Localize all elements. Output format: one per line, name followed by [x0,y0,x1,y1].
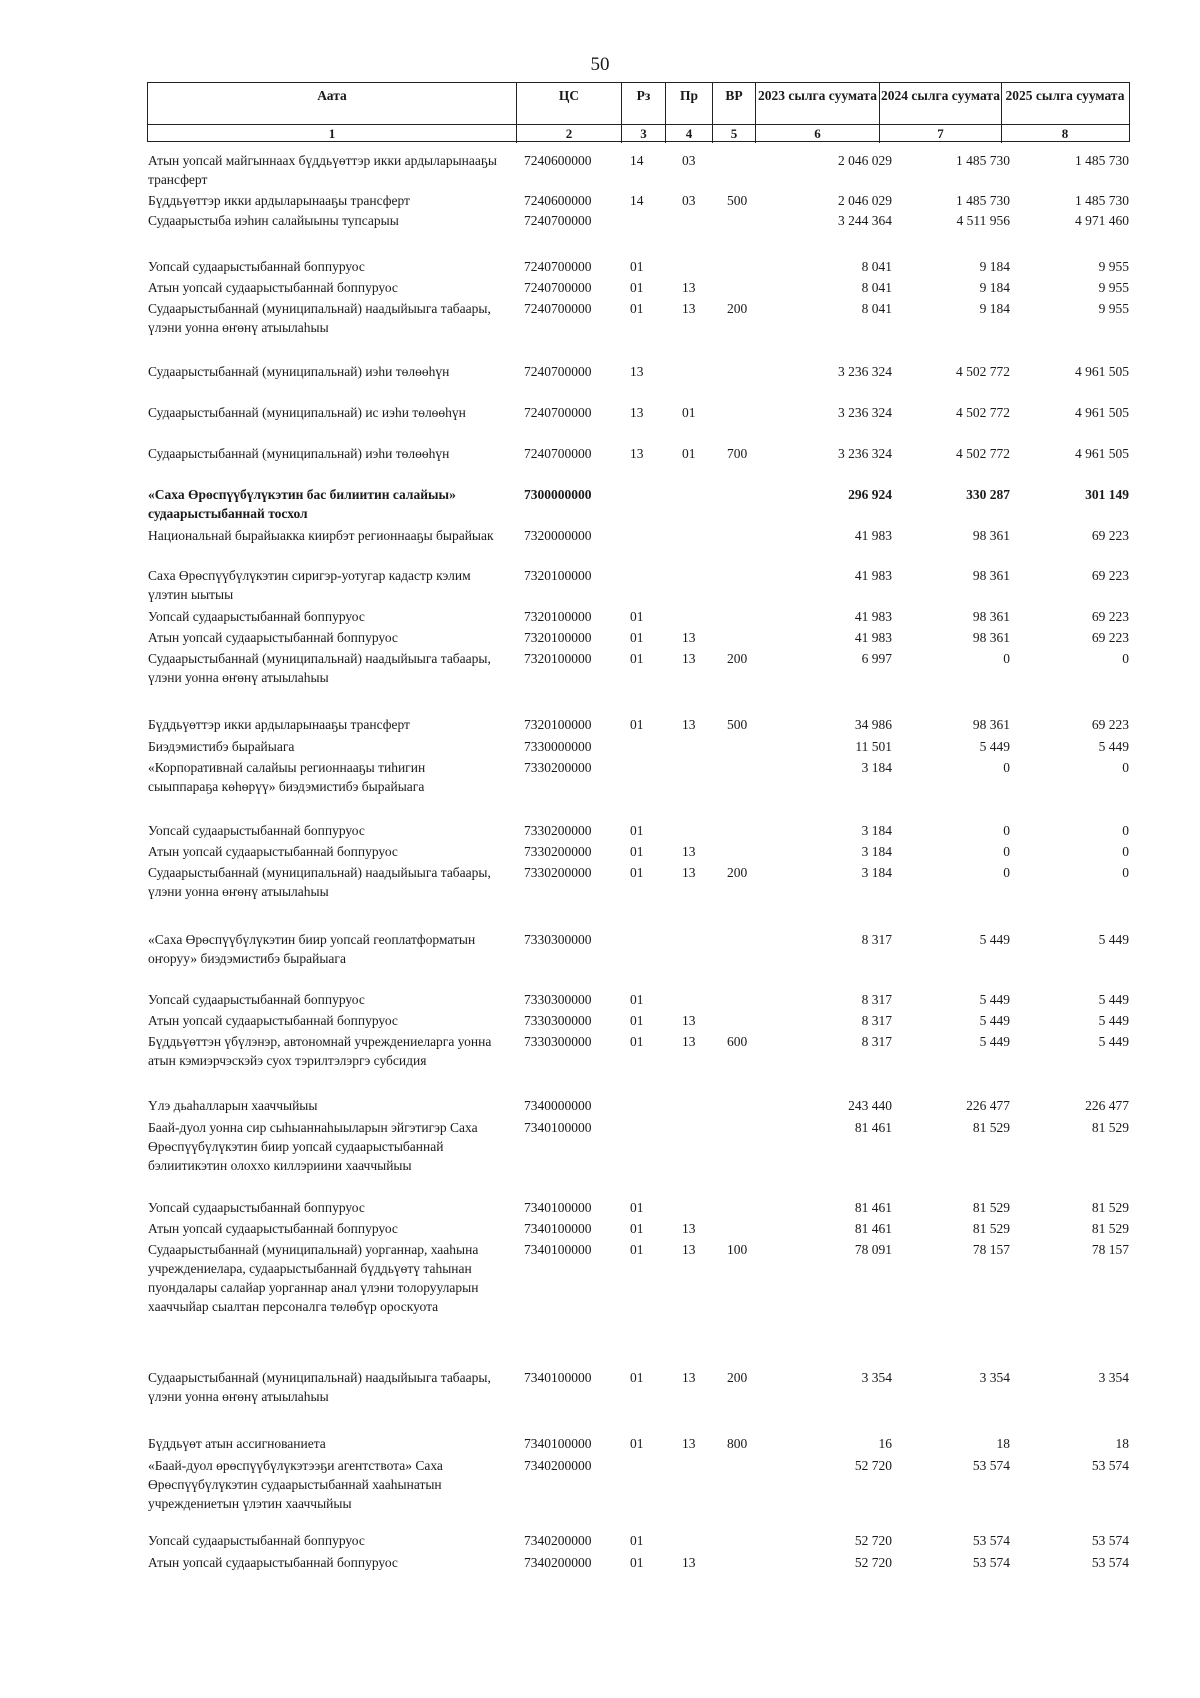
row-sum-2025: 78 157 [1091,1242,1129,1257]
row-pr: 13 [682,1555,696,1570]
row-sum-2023: 41 983 [854,609,892,624]
row-sum-2023: 81 461 [854,1200,892,1215]
row-cs-code: 7340200000 [524,1533,592,1548]
row-pr: 13 [682,1242,696,1257]
row-sum-2025: 1 485 730 [1075,153,1129,168]
row-sum-2025: 226 477 [1085,1098,1129,1113]
row-sum-2024: 98 361 [972,528,1010,543]
row-cs-code: 7330200000 [524,844,592,859]
row-vr: 500 [727,193,748,208]
row-sum-2025: 0 [1122,865,1129,880]
row-sum-2024: 78 157 [972,1242,1010,1257]
row-rz: 01 [630,1221,644,1236]
row-cs-code: 7240700000 [524,259,592,274]
table-header [147,82,1130,142]
row-cs-code: 7340100000 [524,1200,592,1215]
row-name: Судаарыстыбаннай (муниципальнай) наадыйыыга табаары, үлэни уонна өҥөнү атыылаһыы [148,301,491,335]
row-sum-2025: 1 485 730 [1075,193,1129,208]
row-sum-2024: 4 511 956 [956,213,1010,228]
row-pr: 13 [682,1013,696,1028]
row-sum-2024: 4 502 772 [956,446,1010,461]
row-sum-2024: 98 361 [972,630,1010,645]
row-cs-code: 7320100000 [524,568,592,583]
row-name: Уопсай судаарыстыбаннай боппуруос [148,1533,365,1548]
row-sum-2024: 81 529 [972,1221,1010,1236]
row-sum-2024: 3 354 [979,1370,1010,1385]
row-name: Судаарыстыбаннай (муниципальнай) наадыйыыга табаары, үлэни уонна өҥөнү атыылаһыы [148,1370,491,1404]
row-rz: 01 [630,1200,644,1215]
row-sum-2023: 8 041 [861,301,892,316]
row-cs-code: 7320100000 [524,609,592,624]
row-sum-2024: 98 361 [972,717,1010,732]
row-cs-code: 7340200000 [524,1555,592,1570]
row-sum-2023: 52 720 [854,1533,892,1548]
row-sum-2024: 9 184 [979,301,1010,316]
row-sum-2025: 81 529 [1091,1120,1129,1135]
row-sum-2023: 3 184 [861,760,892,775]
row-sum-2024: 53 574 [972,1458,1010,1473]
row-cs-code: 7330200000 [524,823,592,838]
row-sum-2025: 69 223 [1091,568,1129,583]
row-name: Атын уопсай судаарыстыбаннай боппуруос [148,280,398,295]
row-sum-2024: 5 449 [979,1034,1010,1049]
row-sum-2025: 4 961 505 [1075,405,1129,420]
row-rz: 01 [630,1533,644,1548]
row-cs-code: 7330300000 [524,932,592,947]
row-rz: 01 [630,823,644,838]
row-sum-2023: 8 041 [861,280,892,295]
row-sum-2023: 41 983 [854,630,892,645]
row-cs-code: 7340100000 [524,1242,592,1257]
row-rz: 01 [630,844,644,859]
row-name: Бүддьүөттэн үбүлэнэр, автономнай учреждениеларга уонна атын кэмиэрчэскэйэ суох тэрилтэлэргэ субсидия [148,1034,492,1068]
row-sum-2025: 69 223 [1091,717,1129,732]
row-sum-2023: 3 354 [861,1370,892,1385]
row-cs-code: 7330300000 [524,1034,592,1049]
row-sum-2025: 5 449 [1098,992,1129,1007]
row-name: «Саха Өрөспүүбүлүкэтин бас билиитин салайыы» судаарыстыбаннай тосхол [148,487,456,521]
row-rz: 01 [630,1013,644,1028]
row-rz: 01 [630,1555,644,1570]
row-sum-2025: 53 574 [1091,1458,1129,1473]
row-cs-code: 7240700000 [524,405,592,420]
row-name: Бүддьүөт атын ассигнованиета [148,1436,326,1451]
row-rz: 01 [630,280,644,295]
row-sum-2024: 5 449 [979,932,1010,947]
header-col-rz: Рз [621,83,665,141]
row-rz: 01 [630,651,644,666]
page-number: 50 [590,54,610,75]
row-name: Судаарыстыбаннай (муниципальнай) иэһи төлөөһүн [148,446,450,461]
row-rz: 01 [630,301,644,316]
row-name: Баай-дуол уонна сир сыһыаннаһыыларын эйгэтигэр Саха Өрөспүүбүлүкэтин биир уопсай судаарыстыбаннай бэлиитикэтин олоххо киллэриини хааччыйыы [148,1120,478,1173]
row-sum-2023: 3 184 [861,865,892,880]
row-sum-2025: 9 955 [1098,280,1129,295]
row-sum-2025: 5 449 [1098,932,1129,947]
row-sum-2024: 1 485 730 [956,193,1010,208]
row-cs-code: 7330300000 [524,992,592,1007]
row-pr: 03 [682,153,696,168]
row-rz: 01 [630,259,644,274]
row-name: Атын уопсай судаарыстыбаннай боппуруос [148,844,398,859]
row-sum-2024: 5 449 [979,739,1010,754]
row-sum-2024: 4 502 772 [956,405,1010,420]
row-pr: 13 [682,1034,696,1049]
row-rz: 01 [630,992,644,1007]
row-sum-2023: 6 997 [861,651,892,666]
row-cs-code: 7330000000 [524,739,592,754]
row-cs-code: 7330200000 [524,865,592,880]
row-sum-2024: 53 574 [972,1555,1010,1570]
row-sum-2024: 4 502 772 [956,364,1010,379]
row-name: «Корпоративнай салайыы регионнааҕы тиһигин сыыппараҕа көһөрүү» биэдэмистибэ бырайыага [148,760,426,794]
row-name: Судаарыстыбаннай (муниципальнай) ис иэһи төлөөһүн [148,405,466,420]
row-sum-2025: 4 961 505 [1075,364,1129,379]
row-name: Саха Өрөспүүбүлүкэтин сиригэр-уотугар кадастр кэлим үлэтин ыытыы [148,568,471,602]
row-cs-code: 7340200000 [524,1458,592,1473]
row-sum-2025: 4 961 505 [1075,446,1129,461]
row-name: Национальнай бырайыакка киирбэт регионнааҕы бырайыак [148,528,494,543]
row-rz: 01 [630,1436,644,1451]
row-name: Уопсай судаарыстыбаннай боппуруос [148,823,365,838]
row-vr: 500 [727,717,748,732]
row-sum-2023: 3 236 324 [838,405,892,420]
row-cs-code: 7240600000 [524,193,592,208]
row-sum-2024: 98 361 [972,568,1010,583]
row-sum-2025: 5 449 [1098,1034,1129,1049]
row-cs-code: 7330300000 [524,1013,592,1028]
row-cs-code: 7240700000 [524,446,592,461]
row-sum-2024: 0 [1003,844,1010,859]
row-sum-2024: 53 574 [972,1533,1010,1548]
row-name: Бүддьүөттэр икки ардыларынааҕы трансферт [148,717,410,732]
row-sum-2023: 8 041 [861,259,892,274]
header-num: 3 [621,125,665,143]
header-col-pr: Пр [665,83,712,141]
row-rz: 01 [630,1242,644,1257]
row-sum-2024: 9 184 [979,259,1010,274]
row-sum-2024: 81 529 [972,1200,1010,1215]
row-sum-2023: 3 244 364 [838,213,892,228]
row-sum-2025: 53 574 [1091,1555,1129,1570]
row-cs-code: 7240700000 [524,280,592,295]
header-num: 4 [665,125,712,143]
row-name: Уопсай судаарыстыбаннай боппуруос [148,992,365,1007]
row-cs-code: 7300000000 [524,487,592,502]
row-sum-2023: 41 983 [854,528,892,543]
row-sum-2024: 18 [996,1436,1010,1451]
row-name: Уопсай судаарыстыбаннай боппуруос [148,259,365,274]
row-cs-code: 7240700000 [524,301,592,316]
row-cs-code: 7340100000 [524,1436,592,1451]
row-rz: 14 [630,153,644,168]
row-rz: 14 [630,193,644,208]
row-cs-code: 7340100000 [524,1221,592,1236]
row-pr: 13 [682,630,696,645]
row-sum-2024: 0 [1003,823,1010,838]
row-name: Үлэ дьаһалларын хааччыйыы [148,1098,318,1113]
row-pr: 13 [682,1436,696,1451]
row-sum-2023: 11 501 [855,739,892,754]
row-cs-code: 7320100000 [524,630,592,645]
row-name: Судаарыстыбаннай (муниципальнай) наадыйыыга табаары, үлэни уонна өҥөнү атыылаһыы [148,651,491,685]
row-sum-2025: 0 [1122,760,1129,775]
row-sum-2025: 9 955 [1098,301,1129,316]
row-sum-2023: 2 046 029 [838,153,892,168]
row-cs-code: 7340100000 [524,1120,592,1135]
row-sum-2025: 69 223 [1091,528,1129,543]
row-sum-2025: 3 354 [1098,1370,1129,1385]
row-sum-2023: 52 720 [854,1555,892,1570]
row-rz: 13 [630,405,644,420]
row-sum-2025: 0 [1122,651,1129,666]
row-sum-2023: 8 317 [861,992,892,1007]
row-name: «Саха Өрөспүүбүлүкэтин биир уопсай геоплатформатын оҥоруу» биэдэмистибэ бырайыага [148,932,476,966]
row-name: Уопсай судаарыстыбаннай боппуруос [148,609,365,624]
row-sum-2024: 226 477 [966,1098,1010,1113]
row-name: Биэдэмистибэ бырайыага [148,739,295,754]
header-num: 5 [712,125,755,143]
header-col-2023: 2023 сылга суумата [755,83,879,141]
row-cs-code: 7240700000 [524,364,592,379]
row-sum-2025: 69 223 [1091,609,1129,624]
row-name: Судаарыстыба иэһин салайыыны тупсарыы [148,213,399,228]
header-num: 1 [328,126,336,141]
row-sum-2024: 5 449 [979,1013,1010,1028]
header-num: 2 [516,125,621,143]
row-vr: 200 [727,1370,748,1385]
header-col-aata: Аата [317,88,347,103]
row-sum-2023: 3 184 [861,823,892,838]
row-sum-2023: 3 236 324 [838,446,892,461]
row-sum-2024: 0 [1003,760,1010,775]
row-sum-2023: 41 983 [854,568,892,583]
row-rz: 13 [630,446,644,461]
row-rz: 01 [630,865,644,880]
row-sum-2023: 8 317 [861,932,892,947]
row-sum-2025: 301 149 [1085,487,1129,502]
header-num: 6 [755,125,879,143]
row-vr: 200 [727,651,748,666]
row-name: Атын уопсай майгыннаах бүддьүөттэр икки ардыларынааҕы трансферт [148,153,497,187]
row-sum-2023: 34 986 [854,717,892,732]
row-sum-2024: 81 529 [972,1120,1010,1135]
row-sum-2025: 9 955 [1098,259,1129,274]
row-rz: 13 [630,364,644,379]
row-sum-2025: 18 [1115,1436,1129,1451]
row-name: Атын уопсай судаарыстыбаннай боппуруос [148,1555,398,1570]
row-cs-code: 7340000000 [524,1098,592,1113]
header-number-row [148,124,1129,143]
row-pr: 01 [682,446,696,461]
row-cs-code: 7320000000 [524,528,592,543]
row-sum-2025: 5 449 [1098,739,1129,754]
row-vr: 600 [727,1034,748,1049]
row-sum-2024: 0 [1003,651,1010,666]
row-sum-2025: 69 223 [1091,630,1129,645]
row-name: Уопсай судаарыстыбаннай боппуруос [148,1200,365,1215]
row-name: Судаарыстыбаннай (муниципальнай) уорганнар, хааһына учреждениелара, судаарыстыбаннай бүддьүөтү таһынан пуондалары салайар уорганнар анал үлэни толорууларын хааччыйар сыалтан персоналга төлөбүр ороскуота [148,1242,479,1314]
row-cs-code: 7240600000 [524,153,592,168]
row-pr: 03 [682,193,696,208]
row-sum-2023: 78 091 [854,1242,892,1257]
row-vr: 800 [727,1436,748,1451]
header-num: 7 [879,125,1001,143]
row-cs-code: 7330200000 [524,760,592,775]
row-sum-2024: 5 449 [979,992,1010,1007]
row-name: Бүддьүөттэр икки ардыларынааҕы трансферт [148,193,410,208]
row-sum-2023: 16 [878,1436,892,1451]
row-sum-2023: 2 046 029 [838,193,892,208]
row-sum-2023: 52 720 [854,1458,892,1473]
row-rz: 01 [630,717,644,732]
row-cs-code: 7320100000 [524,651,592,666]
row-name: Судаарыстыбаннай (муниципальнай) наадыйыыга табаары, үлэни уонна өҥөнү атыылаһыы [148,865,491,899]
row-name: Атын уопсай судаарыстыбаннай боппуруос [148,630,398,645]
row-sum-2023: 3 236 324 [838,364,892,379]
row-vr: 200 [727,865,748,880]
row-sum-2023: 243 440 [848,1098,892,1113]
row-cs-code: 7340100000 [524,1370,592,1385]
row-name: Атын уопсай судаарыстыбаннай боппуруос [148,1221,398,1236]
row-sum-2024: 1 485 730 [956,153,1010,168]
row-pr: 13 [682,844,696,859]
header-col-2024: 2024 сылга суумата [879,83,1001,141]
row-sum-2023: 296 924 [848,487,892,502]
row-rz: 01 [630,1034,644,1049]
row-name: «Баай-дуол өрөспүүбүлүкэтээҕи агентствота» Саха Өрөспүүбүлүкэтин судаарыстыбаннай хааһынатын учреждениетын үлэтин хааччыйыы [148,1458,443,1511]
row-name: Судаарыстыбаннай (муниципальнай) иэһи төлөөһүн [148,364,450,379]
row-pr: 01 [682,405,696,420]
row-sum-2025: 0 [1122,823,1129,838]
row-sum-2023: 8 317 [861,1034,892,1049]
row-pr: 13 [682,865,696,880]
row-pr: 13 [682,717,696,732]
header-col-cs: ЦС [516,83,621,141]
row-sum-2023: 3 184 [861,844,892,859]
row-pr: 13 [682,301,696,316]
row-pr: 13 [682,1370,696,1385]
row-vr: 700 [727,446,748,461]
row-vr: 100 [727,1242,748,1257]
row-sum-2024: 0 [1003,865,1010,880]
row-sum-2025: 4 971 460 [1075,213,1129,228]
row-sum-2024: 9 184 [979,280,1010,295]
row-cs-code: 7240700000 [524,213,592,228]
header-col-2025: 2025 сылга суумата [1001,83,1128,141]
row-sum-2025: 81 529 [1091,1221,1129,1236]
row-sum-2023: 8 317 [861,1013,892,1028]
row-pr: 13 [682,280,696,295]
row-sum-2025: 81 529 [1091,1200,1129,1215]
row-name: Атын уопсай судаарыстыбаннай боппуруос [148,1013,398,1028]
row-rz: 01 [630,630,644,645]
row-pr: 13 [682,1221,696,1236]
header-col-vr: ВР [712,83,755,141]
row-sum-2023: 81 461 [854,1120,892,1135]
row-rz: 01 [630,609,644,624]
row-sum-2024: 98 361 [972,609,1010,624]
row-sum-2023: 81 461 [854,1221,892,1236]
header-num: 8 [1001,125,1128,143]
row-sum-2025: 5 449 [1098,1013,1129,1028]
row-sum-2024: 330 287 [966,487,1010,502]
row-sum-2025: 53 574 [1091,1533,1129,1548]
row-pr: 13 [682,651,696,666]
row-vr: 200 [727,301,748,316]
row-cs-code: 7320100000 [524,717,592,732]
row-rz: 01 [630,1370,644,1385]
row-sum-2025: 0 [1122,844,1129,859]
